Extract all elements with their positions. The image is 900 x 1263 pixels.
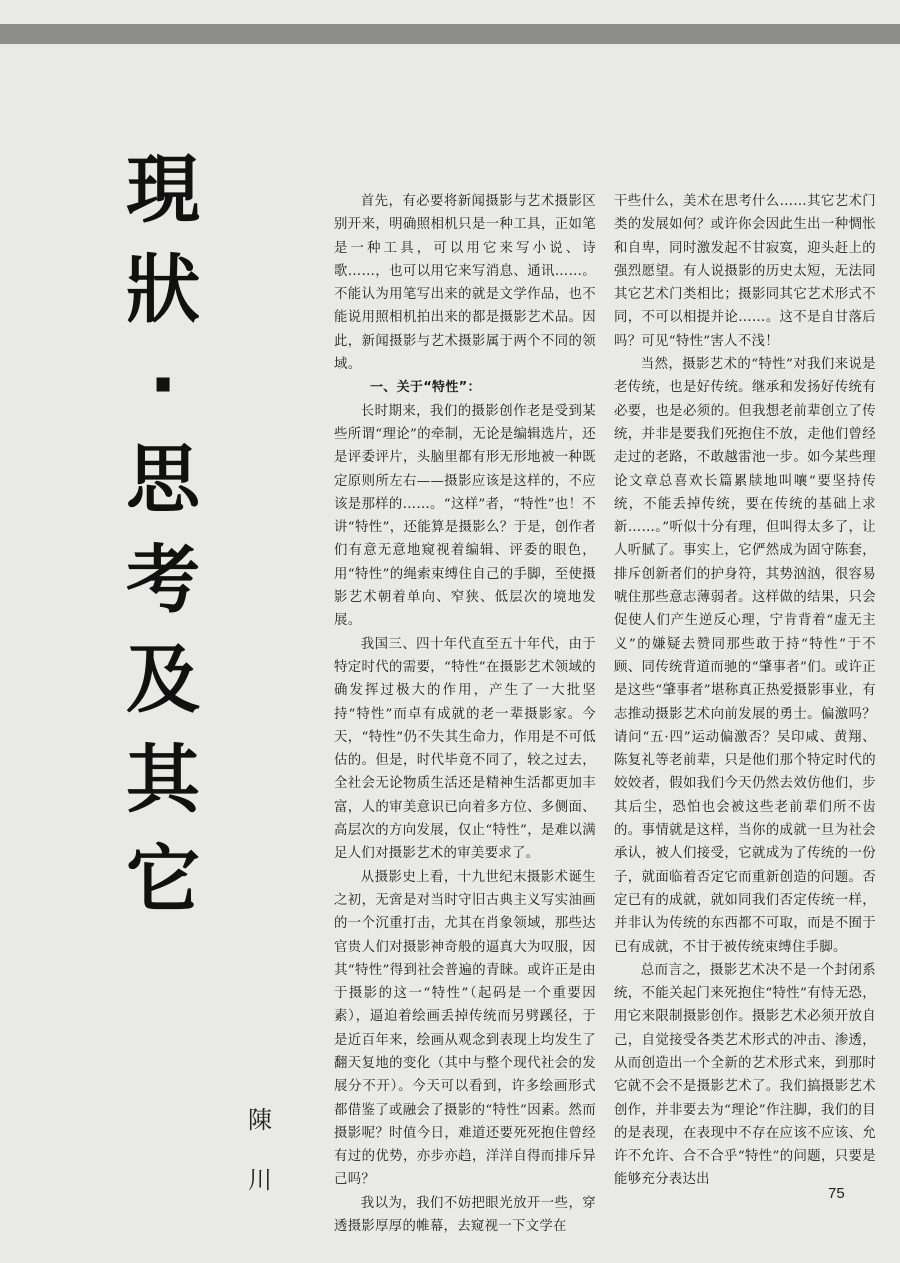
paragraph: 我以为，我们不妨把眼光放开一些，穿透摄影厚厚的帷幕，去窥视一下文学在	[334, 1195, 596, 1235]
page-number: 75	[828, 1185, 845, 1202]
paragraph-continued: 干些什么，美术在思考什么……其它艺术门类的发展如何？或许你会因此生出一种惆怅和自卑，同时激发起不甘寂寞，迎头赶上的强烈愿望。有人说摄影的历史太短，无法同其它艺术门类相比；摄影同其它艺术形式不同，不可以相提并论……。这不是自甘落后吗？可见“特性”害人不浅！	[614, 194, 876, 349]
author-char: 陳	[248, 1106, 272, 1134]
section-heading: 一、关于“特性”：	[370, 380, 481, 396]
title-char: 它	[126, 837, 200, 923]
paragraph: 从摄影史上看，十九世纪末摄影术诞生之初，无啻是对当时守旧古典主义写实油画的一个沉重打击，尤其在肖象领域，那些达官贵人们对摄影神奇般的逼真大为叹服，因其“特性”得到社会普遍的青睐。或许正是由于摄影的这一“特性”（起码是一个重要因素），逼迫着绘画丢掉传统而另劈蹊径，于是近百年来，绘画从观念到表现上均发生了翻天复地的变化（其中与整个现代社会的发展分不开）。今天可以看到，许多绘画形式都借鉴了或融会了摄影的“特性”因素。然而摄影呢？时值今日，难道还要死死抱住曾经有过的优势，亦步亦趋，洋洋自得而排斥异己吗？	[334, 869, 596, 1188]
author-name	[240, 1090, 280, 1210]
title-separator-dot: ·	[148, 342, 178, 428]
paragraph: 总而言之，摄影艺术决不是一个封闭系统，不能关起门来死抱住“特性”有恃无恐，用它来限制摄影创作。摄影艺术必须开放自己，自觉接受各类艺术形式的冲击、渗透，从而创造出一个全新的艺术形式来，到那时它就不会不是摄影艺术了。我们搞摄影艺术创作，并非要去为“理论”作注脚，我们的目的是表现，在表现中不存在应该不应该、允许不允许、合不合乎“特性”的问题，只要是能够充分表达出	[614, 962, 876, 1188]
title-char: 思	[126, 437, 200, 523]
title-char: 其	[126, 737, 200, 823]
paragraph: 当然，摄影艺术的“特性”对我们来说是老传统，也是好传统。继承和发扬好传统有必要，也是必须的。但我想老前辈创立了传统，并非是要我们死抱住不放，走他们曾经走过的老路，不敢越雷池一步。如今某些理论文章总喜欢长篇累牍地叫嚷“要坚持传统，不能丢掉传统，要在传统的基础上求新……。”听似十分有理，但叫得太多了，让人听腻了。事实上，它俨然成为固守陈套，排斥创新者们的护身符，其势汹汹，很容易唬住那些意志薄弱者。这样做的结果，只会促使人们产生逆反心理，宁肯背着“虚无主义”的嫌疑去赞同那些敢于持“特性”于不顾、同传统背道而驰的“肇事者”们。或许正是这些“肇事者”堪称真正热爱摄影事业，有志推动摄影艺术向前发展的勇士。偏激吗？请问“五·四”运动偏激否？吴印咸、黄翔、陈复礼等老前辈，只是他们那个特定时代的姣姣者，假如我们今天仍然去效仿他们，步其后尘，恐怕也会被这些老前辈们所不齿的。事情就是这样，当你的成就一旦为社会承认，被人们接受，它就成为了传统的一份子，就面临着否定它而重新创造的问题。否定已有的成就，就如同我们否定传统一样，并非认为传统的东西都不可取，而是不囿于已有成就，不甘于被传统束缚住手脚。	[614, 357, 876, 955]
title-char: 考	[126, 537, 200, 623]
top-gray-bar	[0, 24, 900, 44]
title-char: 狀	[126, 247, 200, 333]
paragraph: 我国三、四十年代直至五十年代，由于特定时代的需要，“特性”在摄影艺术领域的确发挥过极大的作用，产生了一大批坚持“特性”而卓有成就的老一辈摄影家。今天，“特性”仍不失其生命力，作用是不可低估的。但是，时代毕竟不同了，较之过去，全社会无论物质生活还是精神生活都更加丰富，人的审美意识已向着多方位、多侧面、高层次的方向发展，仅止“特性”，是难以满足人们对摄影艺术的审美要求了。	[334, 636, 596, 862]
article-title	[108, 140, 218, 930]
author-char: 川	[248, 1166, 272, 1194]
paragraph: 首先，有必要将新闻摄影与艺术摄影区别开来，明确照相机只是一种工具，正如笔是一种工具，可以用它来写小说、诗歌……，也可以用它来写消息、通讯……。不能认为用笔写出来的就是文学作品，也不能说用照相机拍出来的都是摄影艺术品。因此，新闻摄影与艺术摄影属于两个不同的领域。	[334, 194, 596, 373]
title-char: 及	[126, 637, 200, 723]
title-char: 現	[126, 147, 200, 233]
text-column-right	[614, 190, 876, 1192]
paragraph: 长时期来，我们的摄影创作老是受到某些所谓“理论”的牵制，无论是编辑选片，还是评委评片，头脑里都有形无形地被一种既定原则所左右——摄影应该是这样的，不应该是那样的……。“这样”者，“特性”也！不讲“特性”，还能算是摄影么？于是，创作者们有意无意地窥视着编辑、评委的眼色，用“特性”的绳索束缚住自己的手脚，至使摄影艺术朝着单向、窄狭、低层次的境地发展。	[334, 403, 596, 629]
text-column-left	[334, 190, 596, 1238]
